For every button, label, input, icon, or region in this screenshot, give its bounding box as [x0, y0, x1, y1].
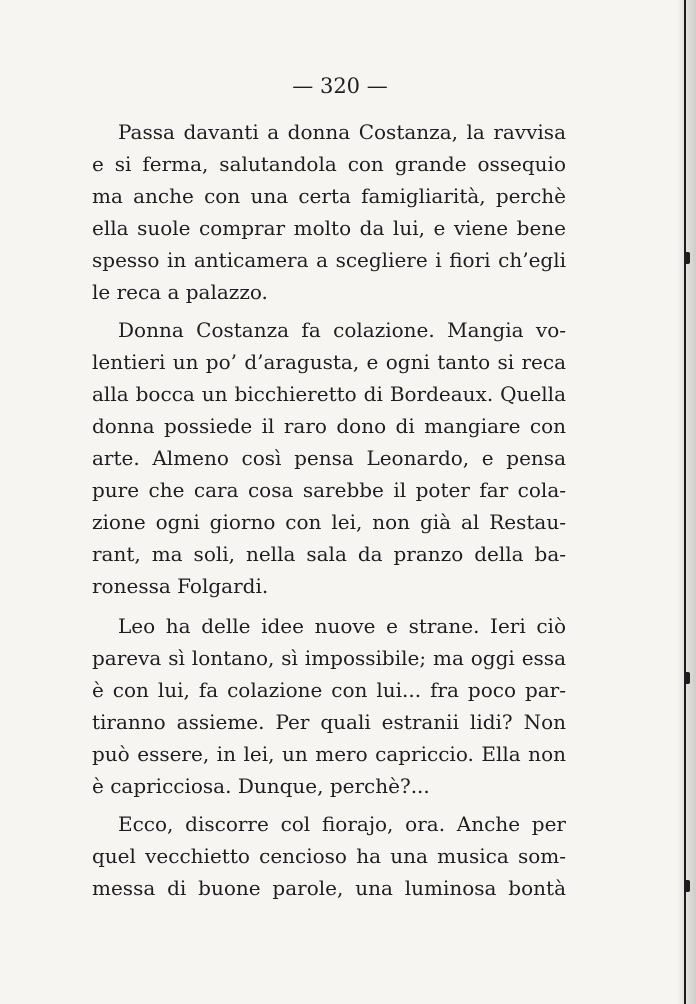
text-line: pure che cara cosa sarebbe il poter far cola- — [92, 478, 566, 502]
text-line: può essere, in lei, un mero capriccio. Ella non — [92, 742, 566, 766]
text-line: zione ogni giorno con lei, non già al Restau- — [92, 510, 566, 534]
text-line: pareva sì lontano, sì impossibile; ma oggi essa — [92, 646, 566, 670]
text-line: donna possiede il raro dono di mangiare con — [92, 414, 566, 438]
text-line: Passa davanti a donna Costanza, la ravvisa — [118, 120, 566, 144]
text-line: lentieri un po’ d’aragusta, e ogni tanto si reca — [92, 350, 566, 374]
text-line: rant, ma soli, nella sala da pranzo della ba- — [92, 542, 566, 566]
text-line: le reca a palazzo. — [92, 280, 268, 304]
spine-mark — [684, 252, 690, 264]
text-line: quel vecchietto cencioso ha una musica som- — [92, 844, 566, 868]
spine-mark — [684, 672, 690, 684]
text-line: ronessa Folgardi. — [92, 574, 269, 598]
text-line: è capricciosa. Dunque, perchè?... — [92, 774, 430, 798]
text-line: alla bocca un bicchieretto di Bordeaux. Quella — [92, 382, 566, 406]
text-line: è con lui, fa colazione con lui... fra poco par- — [92, 678, 566, 702]
spine-mark — [684, 880, 690, 892]
text-line: ella suole comprar molto da lui, e viene bene — [92, 216, 566, 240]
text-line: Donna Costanza fa colazione. Mangia vo- — [118, 318, 566, 342]
text-line: Leo ha delle idee nuove e strane. Ieri ciò — [118, 614, 566, 638]
text-line: ma anche con una certa famigliarità, perchè — [92, 184, 566, 208]
page-spine-edge — [678, 0, 696, 1004]
page-spine-line — [684, 0, 686, 1004]
text-line: messa di buone parole, una luminosa bontà — [92, 876, 566, 900]
text-line: arte. Almeno così pensa Leonardo, e pensa — [92, 446, 566, 470]
text-line: tiranno assieme. Per quali estranii lidi? Non — [92, 710, 566, 734]
text-line: spesso in anticamera a scegliere i fiori ch’egli — [92, 248, 566, 272]
text-line: e si ferma, salutandola con grande ossequio — [92, 152, 566, 176]
page-number: — 320 — — [292, 74, 388, 98]
text-line: Ecco, discorre col fiorajo, ora. Anche per — [118, 812, 566, 836]
